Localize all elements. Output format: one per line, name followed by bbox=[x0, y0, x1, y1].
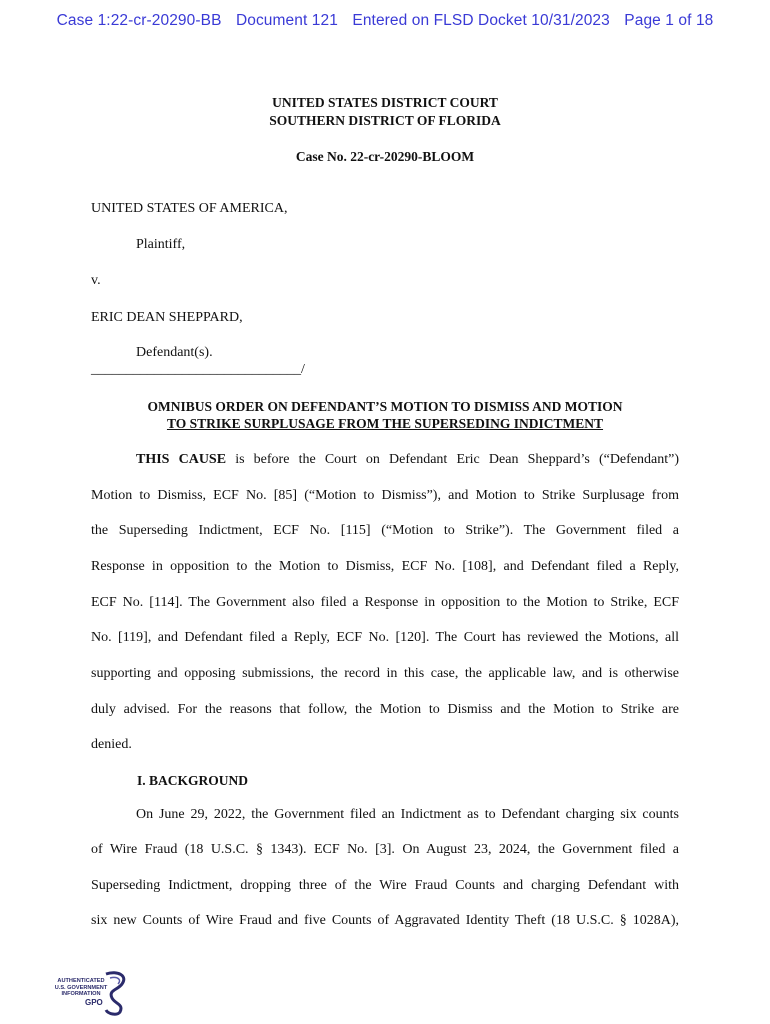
versus: v. bbox=[91, 273, 101, 288]
background-line: On June 29, 2022, the Government filed an Indictment as to Defendant charging six counts bbox=[136, 807, 679, 822]
gpo-eagle-icon bbox=[100, 970, 130, 1016]
caption-rule: ______________________________/ bbox=[91, 362, 305, 377]
intro-line: Response in opposition to the Motion to Dismiss, ECF No. [108], and Defendant filed a Reply, bbox=[91, 559, 679, 574]
gpo-logo-line1: AUTHENTICATED bbox=[57, 978, 105, 984]
intro-line bbox=[136, 452, 679, 468]
court-district: SOUTHERN DISTRICT OF FLORIDA bbox=[269, 113, 501, 128]
gpo-logo-line2: U.S. GOVERNMENT bbox=[54, 984, 108, 991]
order-title-line1: OMNIBUS ORDER ON DEFENDANT’S MOTION TO DISMISS AND MOTION bbox=[147, 399, 623, 414]
intro-line: Motion to Dismiss, ECF No. [85] (“Motion to Dismiss”), and Motion to Strike Surplusage from bbox=[91, 488, 679, 503]
intro-line: duly advised. For the reasons that follow, the Motion to Dismiss and the Motion to Strike are bbox=[91, 702, 679, 717]
defendant-role: Defendant(s). bbox=[136, 345, 213, 360]
stamp-case-number: Case 1:22-cr-20290-BB bbox=[56, 12, 222, 29]
gpo-logo-mark: GPO bbox=[85, 998, 103, 1007]
case-number: Case No. 22-cr-20290-BLOOM bbox=[295, 149, 475, 164]
gpo-authenticated-logo bbox=[40, 970, 140, 1016]
intro-line: supporting and opposing submissions, the record in this case, the applicable law, and is otherwise bbox=[91, 666, 679, 681]
intro-line1-rest: is before the Court on Defendant Eric Dean Sheppard’s (“Defendant”) bbox=[226, 452, 679, 467]
intro-line: the Superseding Indictment, ECF No. [115] (“Motion to Strike”). The Government filed a bbox=[91, 523, 679, 538]
background-line: six new Counts of Wire Fraud and five Counts of Aggravated Identity Theft (18 U.S.C. § 1028A), bbox=[91, 913, 679, 928]
gpo-logo-line3: INFORMATION bbox=[61, 991, 101, 997]
section-heading-background: I. BACKGROUND bbox=[137, 773, 249, 788]
stamp-page-number: Page 1 of 18 bbox=[624, 12, 714, 29]
defendant-name: ERIC DEAN SHEPPARD, bbox=[91, 310, 243, 325]
background-line: Superseding Indictment, dropping three of the Wire Fraud Counts and charging Defendant with bbox=[91, 878, 679, 893]
plaintiff-name: UNITED STATES OF AMERICA, bbox=[91, 201, 288, 216]
docket-stamp bbox=[0, 12, 770, 30]
court-name: UNITED STATES DISTRICT COURT bbox=[272, 95, 498, 110]
intro-line: ECF No. [114]. The Government also filed a Response in opposition to the Motion to Strike, ECF bbox=[91, 595, 679, 610]
stamp-document-number: Document 121 bbox=[235, 12, 338, 29]
order-title-line2: TO STRIKE SURPLUSAGE FROM THE SUPERSEDING INDICTMENT bbox=[166, 416, 604, 431]
this-cause-lead: THIS CAUSE bbox=[136, 452, 227, 467]
background-line: of Wire Fraud (18 U.S.C. § 1343). ECF No. [3]. On August 23, 2024, the Government filed a bbox=[91, 842, 679, 857]
plaintiff-role: Plaintiff, bbox=[136, 237, 186, 252]
stamp-entered-date: Entered on FLSD Docket 10/31/2023 bbox=[352, 12, 610, 29]
intro-line: No. [119], and Defendant filed a Reply, ECF No. [120]. The Court has reviewed the Motions, all bbox=[91, 630, 679, 645]
intro-line: denied. bbox=[91, 737, 132, 752]
